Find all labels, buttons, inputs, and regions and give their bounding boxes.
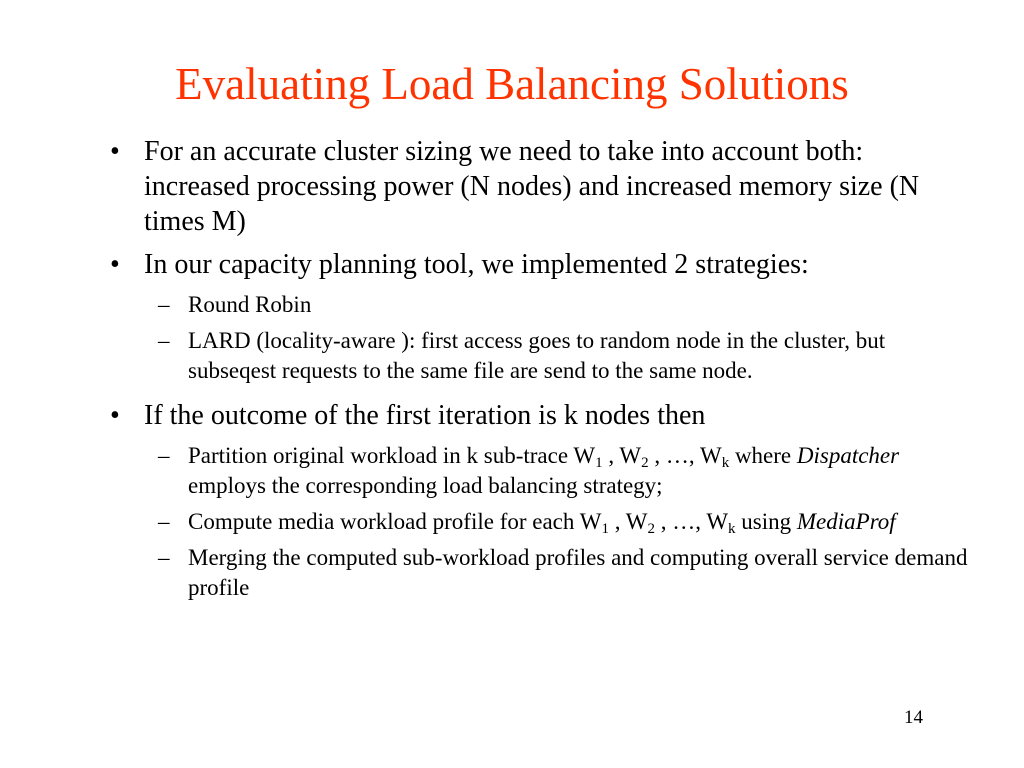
bullet-first-iteration [100,398,970,433]
bullet-text: For an accurate cluster sizing we need to take into account both: increased processing power (N nodes) and increased memory size (N times M) [144,136,920,237]
text-run: Compute media workload profile for each W [188,509,602,534]
sub-bullet-text [188,509,896,537]
sub-bullet-compute-profile [100,507,970,537]
sub-bullet-text [188,443,899,498]
text-run: , W [602,443,642,468]
dash-marker: – [158,545,170,570]
dash-marker: – [158,443,170,468]
bullet-text: In our capacity planning tool, we implemented 2 strategies: [144,249,809,280]
bullet-text: If the outcome of the first iteration is k nodes then [144,400,706,431]
sub-bullet-text: Round Robin [188,292,312,317]
subscript: 2 [647,521,655,537]
subscript: 1 [601,521,609,537]
subscript: k [728,521,736,537]
slide-title: Evaluating Load Balancing Solutions [175,59,849,109]
sub-bullet-merging [100,543,970,603]
subscript: k [721,455,730,471]
subscript: 2 [641,455,649,471]
sub-bullet-text: Merging the computed sub-workload profiles and computing overall service demand profile [188,545,968,600]
subscript: 1 [595,455,603,471]
text-run: , …, W [648,443,722,468]
bullet-cluster-sizing [100,134,970,239]
dash-marker: – [158,328,170,353]
emphasis-mediaprof: MediaProf [796,509,896,534]
dash-marker: – [158,509,170,534]
bullet-marker: • [110,136,120,167]
slide-body [100,134,970,609]
bullet-marker: • [110,249,120,280]
sub-bullet-round-robin [100,290,970,320]
text-run: , …, W [655,509,729,534]
bullet-strategies [100,247,970,282]
dash-marker: – [158,292,170,317]
sub-bullet-text: LARD (locality-aware ): first access goes to random node in the cluster, but subseqest requests to the same file are send to the same node. [188,328,886,383]
bullet-marker: • [110,400,120,431]
sub-bullet-partition [100,441,970,501]
text-run: Partition original workload in k sub-trace W [188,443,596,468]
text-run: employs the corresponding load balancing strategy; [188,473,663,498]
text-run: using [735,509,797,534]
emphasis-dispatcher: Dispatcher [796,443,900,468]
text-run: , W [608,509,648,534]
sub-bullet-lard [100,326,970,386]
text-run: where [729,443,797,468]
page-number: 14 [904,707,923,728]
